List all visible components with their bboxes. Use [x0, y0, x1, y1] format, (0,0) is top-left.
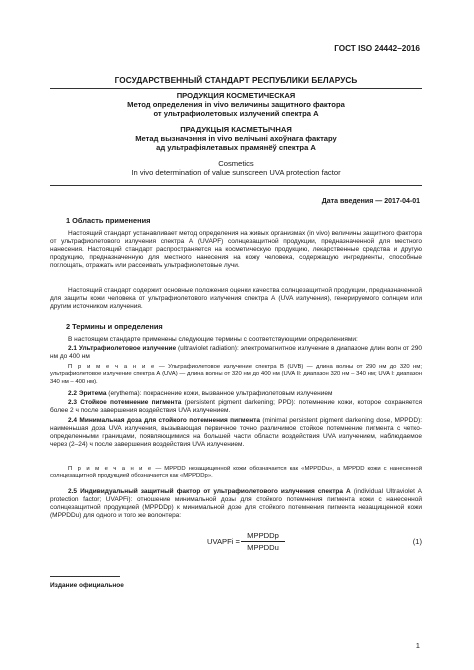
term-2-5-definition: (individual Ultraviolet A protection factor; UVAPFi): отношение минимальной дозы для стойкого потемнения пигмента кожи с нанесенной солнцезащитной продукцией (MPPDDp) к минимальной дозе для стойкого потемнения пигмента незащищенной кожи (MPPDDu) для одного и того же волонтера: — [50, 488, 422, 520]
title-by-line1: ПРАДУКЦЫЯ КАСМЕТЫЧНАЯ — [180, 125, 292, 134]
term-2-2 — [50, 390, 422, 398]
term-2-1 — [50, 345, 422, 361]
official-edition-label: Издание официальное — [50, 582, 124, 589]
title-ru-line2: Метод определения in vivo величины защитного фактора — [127, 100, 345, 110]
term-2-4 — [50, 417, 422, 449]
title-ru-line3: от ультрафиолетовых излучений спектра А — [153, 109, 319, 119]
note-2-text: — MPPDD незащищенной кожи обозначается как «MPPDDu», а MPPDD кожи с нанесенной солнцезащитной продукцией обозначается как «MPPDDp». — [50, 466, 422, 480]
section-1-paragraph-2: Настоящий стандарт содержит основные положения оценки качества солнцезащитной продукции, предназначенной для защиты кожи человека от ультрафиолетового излучения спектра А (UVA излучения), генерируемого солнцем или другим источником излучения. — [50, 287, 422, 311]
term-2-1-definition: (ultraviolet radiation): электромагнитное излучение в диапазоне длин волн от 290 нм до 400 нм — [50, 345, 422, 361]
term-2-5 — [50, 488, 422, 520]
title-en — [50, 159, 422, 177]
term-2-2-title: 2.2 Эритема — [68, 390, 107, 397]
term-2-3-title: 2.3 Стойкое потемнение пигмента — [68, 399, 182, 406]
formula-fraction — [241, 531, 285, 552]
formula-numerator: MPPDDp — [241, 531, 285, 542]
note-2-label: П р и м е ч а н и е — [68, 466, 153, 472]
section-2-intro: В настоящем стандарте применены следующие термины с соответствующими определениями: — [68, 336, 358, 343]
formula-number: (1) — [412, 537, 422, 546]
title-en-line1: Cosmetics — [218, 159, 254, 168]
formula-lhs: UVAPFi = — [207, 537, 240, 546]
note-2 — [50, 466, 422, 481]
term-2-3-definition: (persistent pigment darkening; PPD): потемнение кожи, которое сохраняется более 2 ч после завершения воздействия UVA излучением. — [50, 399, 422, 415]
term-2-4-title: 2.4 Минимальная доза для стойкого потемнения пигмента — [68, 417, 260, 424]
term-2-3 — [50, 399, 422, 415]
title-by — [50, 125, 422, 153]
title-en-line2: In vivo determination of value sunscreen UVA protection factor — [131, 168, 341, 178]
note-1-text: — Ультрафиолетовое излучение спектра В (UVB) — длина волны от 290 нм до 320 нм; ультрафиолетовое излучение спектра А (UVA) — длина волны от 320 нм до 400 нм (UVA II: диапазон 320 нм – 340 нм; UVA I: диапазон 340 нм – 400 нм). — [50, 364, 422, 385]
section-1-heading: 1 Область применения — [66, 216, 151, 225]
header-rule — [50, 88, 422, 89]
title-ru-line1: ПРОДУКЦИЯ КОСМЕТИЧЕСКАЯ — [176, 91, 296, 100]
section-2-heading: 2 Термины и определения — [66, 322, 163, 331]
page-number: 1 — [415, 641, 420, 650]
section-1-paragraph-1: Настоящий стандарт устанавливает метод определения на живых организмах (in vivo) величины защитного фактора от ультрафиолетового излучения спектра А (UVAPF) солнцезащитной продукции, предназначенной для местного нанесения. Настоящий стандарт распространяется на косметическую продукцию, лекарственные средства и другую продукцию, предназначенную для местного нанесения на кожу человека, содержащую ингредиенты, способные поглощать, отражать или рассеивать ультрафиолетовые лучи. — [50, 230, 422, 270]
note-1-label: П р и м е ч а н и е — [68, 364, 156, 370]
term-2-1-title: 2.1 Ультрафиолетовое излучение — [68, 345, 177, 352]
term-2-2-definition: (erythema): покраснение кожи, вызванное ультрафиолетовым излучением — [106, 390, 333, 397]
effective-date: Дата введения — 2017-04-01 — [321, 198, 420, 205]
formula-denominator: MPPDDu — [247, 543, 279, 552]
title-by-line2: Метад вызначэння in vivo велічыні ахоўнага фактару — [135, 134, 337, 144]
term-2-4-definition: (minimal persistent pigment darkening dose, MPPDD): наименьшая доза UVA излучения, вызывающая первичное точно различимое стойкое потемнение пигмента с четко-определенными границами, появляющимися на большей части области воздействия UVA излучением, наблюдаемое через (2–24) ч после завершения воздействия UVA излучением. — [50, 417, 422, 449]
standard-id: ГОСТ ISO 24442–2016 — [334, 44, 420, 53]
term-2-5-title: 2.5 Индивидуальный защитный фактор от ультрафиолетового излучения спектра А — [68, 488, 351, 495]
formula-1 — [50, 531, 422, 557]
footer-rule — [50, 576, 120, 577]
title-by-line3: ад ультрафіялетавых прамянёў спектра А — [156, 143, 316, 153]
title-rule — [50, 185, 422, 186]
note-1 — [50, 364, 422, 386]
national-standard-heading: ГОСУДАРСТВЕННЫЙ СТАНДАРТ РЕСПУБЛИКИ БЕЛАРУСЬ — [114, 76, 358, 85]
title-ru — [50, 91, 422, 119]
